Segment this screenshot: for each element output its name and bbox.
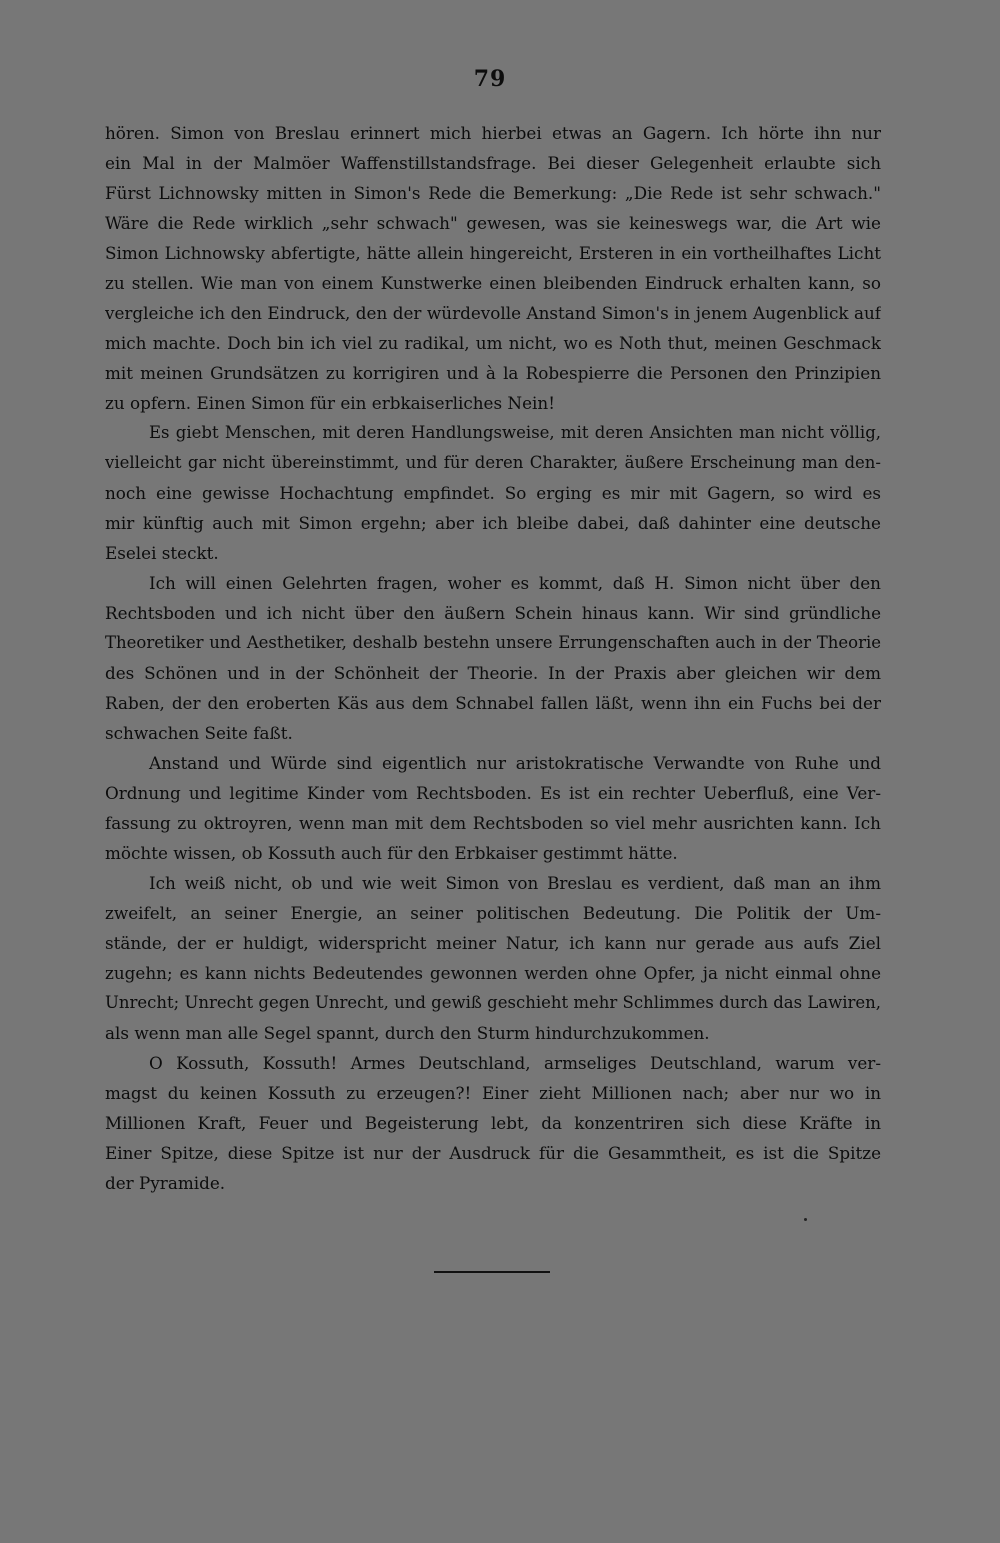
text-line: der Pyramide. bbox=[105, 1173, 226, 1193]
text-line: hören. Simon von Breslau erinnert mich hierbei etwas an Gagern. Ich hörte ihn nur bbox=[105, 123, 881, 143]
text-line: Wäre die Rede wirklich „sehr schwach" gewesen, was sie keineswegs war, die Art wie bbox=[105, 213, 881, 233]
text-line: zu opfern. Einen Simon für ein erbkaiserliches Nein! bbox=[105, 393, 555, 413]
text-line: Ich weiß nicht, ob und wie weit Simon von Breslau es verdient, daß man an ihm bbox=[149, 873, 881, 893]
text-line: vergleiche ich den Eindruck, den der würdevolle Anstand Simon's in jenem Augenblick auf bbox=[105, 303, 881, 323]
text-line: stände, der er huldigt, widerspricht meiner Natur, ich kann nur gerade aus aufs Ziel bbox=[105, 933, 881, 953]
print-speck bbox=[804, 1218, 807, 1221]
text-line: noch eine gewisse Hochachtung empfindet. So erging es mir mit Gagern, so wird es bbox=[105, 483, 881, 503]
text-line: fassung zu oktroyren, wenn man mit dem Rechtsboden so viel mehr ausrichten kann. Ich bbox=[105, 813, 881, 833]
text-line: zweifelt, an seiner Energie, an seiner politischen Bedeutung. Die Politik der Um- bbox=[105, 903, 881, 923]
text-line: Simon Lichnowsky abfertigte, hätte allein hingereicht, Ersteren in ein vortheilhaftes Licht bbox=[105, 243, 881, 263]
text-line: Rechtsboden und ich nicht über den äußern Schein hinaus kann. Wir sind gründliche bbox=[105, 603, 881, 623]
text-line: des Schönen und in der Schönheit der Theorie. In der Praxis aber gleichen wir dem bbox=[105, 663, 881, 683]
text-line: Raben, der den eroberten Käs aus dem Schnabel fallen läßt, wenn ihn ein Fuchs bei der bbox=[105, 693, 881, 713]
body-text bbox=[105, 118, 881, 1198]
paragraph bbox=[105, 868, 881, 1048]
text-line: zugehn; es kann nichts Bedeutendes gewonnen werden ohne Opfer, ja nicht einmal ohne bbox=[105, 963, 881, 983]
text-line: mich machte. Doch bin ich viel zu radikal, um nicht, wo es Noth thut, meinen Geschmack bbox=[105, 333, 881, 353]
text-line: mir künftig auch mit Simon ergehn; aber ich bleibe dabei, daß dahinter eine deutsche bbox=[105, 513, 881, 533]
text-line: magst du keinen Kossuth zu erzeugen?! Einer zieht Millionen nach; aber nur wo in bbox=[105, 1083, 881, 1103]
text-line: zu stellen. Wie man von einem Kunstwerke einen bleibenden Eindruck erhalten kann, so bbox=[105, 273, 881, 293]
text-line: O Kossuth, Kossuth! Armes Deutschland, armseliges Deutschland, warum ver- bbox=[149, 1053, 881, 1073]
text-line: Millionen Kraft, Feuer und Begeisterung lebt, da konzentriren sich diese Kräfte in bbox=[105, 1113, 881, 1133]
section-end-rule bbox=[434, 1271, 550, 1273]
text-line: ein Mal in der Malmöer Waffenstillstandsfrage. Bei dieser Gelegenheit erlaubte sich bbox=[105, 153, 881, 173]
paragraph bbox=[105, 1048, 881, 1198]
text-line: Unrecht; Unrecht gegen Unrecht, und gewiß geschieht mehr Schlimmes durch das Lawiren, bbox=[105, 993, 881, 1012]
text-line: vielleicht gar nicht übereinstimmt, und für deren Charakter, äußere Erscheinung man den- bbox=[105, 453, 881, 472]
text-line: Ordnung und legitime Kinder vom Rechtsboden. Es ist ein rechter Ueberfluß, eine Ver- bbox=[105, 783, 881, 803]
text-line: als wenn man alle Segel spannt, durch den Sturm hindurchzukommen. bbox=[105, 1023, 710, 1043]
paragraph bbox=[105, 118, 881, 418]
text-line: schwachen Seite faßt. bbox=[105, 723, 293, 743]
paragraph bbox=[105, 568, 881, 748]
text-line: Es giebt Menschen, mit deren Handlungsweise, mit deren Ansichten man nicht völlig, bbox=[149, 423, 881, 442]
text-line: Ich will einen Gelehrten fragen, woher es kommt, daß H. Simon nicht über den bbox=[149, 573, 881, 593]
text-line: mit meinen Grundsätzen zu korrigiren und à la Robespierre die Personen den Prinzipien bbox=[105, 363, 881, 383]
page-number: 79 bbox=[473, 66, 507, 92]
text-line: möchte wissen, ob Kossuth auch für den Erbkaiser gestimmt hätte. bbox=[105, 843, 678, 863]
text-line: Anstand und Würde sind eigentlich nur aristokratische Verwandte von Ruhe und bbox=[149, 753, 881, 773]
paragraph bbox=[105, 418, 881, 568]
text-line: Fürst Lichnowsky mitten in Simon's Rede die Bemerkung: „Die Rede ist sehr schwach." bbox=[105, 183, 881, 203]
text-line: Einer Spitze, diese Spitze ist nur der Ausdruck für die Gesammtheit, es ist die Spitze bbox=[105, 1143, 881, 1163]
text-line: Theoretiker und Aesthetiker, deshalb bestehn unsere Errungenschaften auch in der Theorie bbox=[105, 633, 881, 652]
text-line: Eselei steckt. bbox=[105, 543, 219, 563]
paragraph bbox=[105, 748, 881, 868]
